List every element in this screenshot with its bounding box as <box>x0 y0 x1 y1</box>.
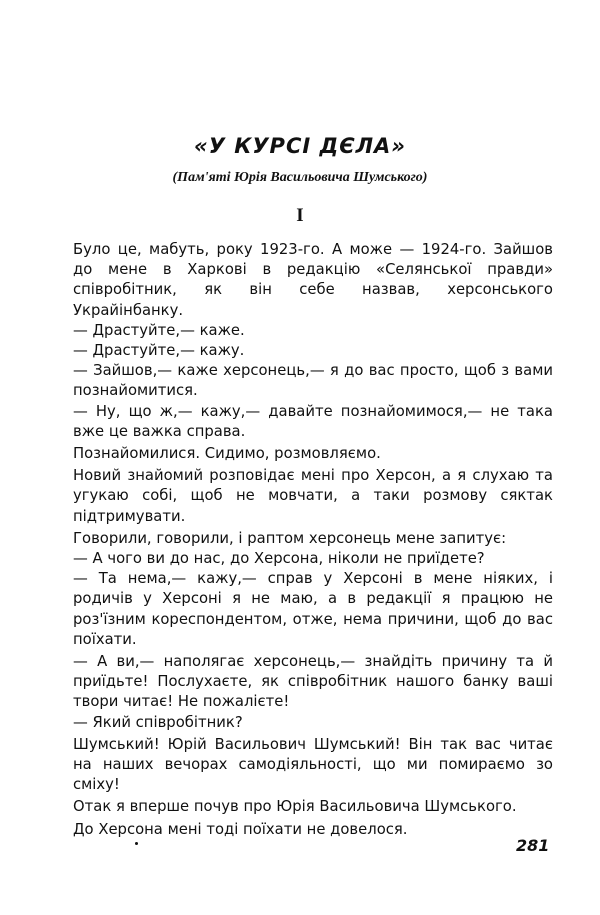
section-number: I <box>296 205 304 226</box>
paragraph: — Та нема,— кажу,— справ у Херсоні в мене ніяких, і родичів у Херсоні я не маю, а в редакції я працюю не роз'їзним кореспондентом, отже, нема причини, щоб до вас поїхати. <box>73 570 553 648</box>
paragraph: До Херсона мені тоді поїхати не довелося. <box>73 820 408 838</box>
paragraph: — Який співробітник? <box>73 713 243 731</box>
paragraph: Отак я вперше почув про Юрія Васильовича Шумського. <box>73 798 517 816</box>
paragraph: — Зайшов,— каже херсонець,— я до вас просто, щоб з вами познайомитися. <box>73 362 553 400</box>
page-number: 281 <box>516 836 550 855</box>
paragraph: Познайомилися. Сидимо, розмовляємо. <box>73 445 381 463</box>
print-speck <box>135 842 138 845</box>
paragraph: — А чого ви до нас, до Херсона, ніколи не приїдете? <box>73 550 485 568</box>
chapter-subtitle: (Пам'яті Юрія Васильовича Шумського) <box>172 170 428 185</box>
paragraph: Говорили, говорили, і раптом херсонець мене запитує: <box>73 529 507 547</box>
paragraph: Було це, мабуть, року 1923-го. А може — 1924-го. Зайшов до мене в Харкові в редакцію «Селянської правди» співробітник, як він себе назвав, херсонського Украйінбанку. <box>73 241 553 319</box>
body-text <box>73 240 553 840</box>
paragraph: — Драстуйте,— каже. <box>73 321 245 339</box>
paragraph: — Драстуйте,— кажу. <box>73 342 245 360</box>
chapter-title: «У КУРСІ ДЄЛА» <box>194 134 406 158</box>
paragraph: Шумський! Юрій Васильович Шумський! Він так вас читає на наших вечорах самодіяльності, що ми помираємо зо сміху! <box>73 735 553 794</box>
paragraph: — А ви,— наполягає херсонець,— знайдіть причину та й приїдьте! Послухаєте, як співробітник нашого банку ваші твори читає! Не пожалієте! <box>73 653 553 711</box>
paragraph: Новий знайомий розповідає мені про Херсон, а я слухаю та угукаю собі, щоб не мовчати, а таки розмову сяктак підтримувати. <box>73 467 553 525</box>
paragraph: — Ну, що ж,— кажу,— давайте познайомимося,— не така вже це важка справа. <box>73 402 553 440</box>
